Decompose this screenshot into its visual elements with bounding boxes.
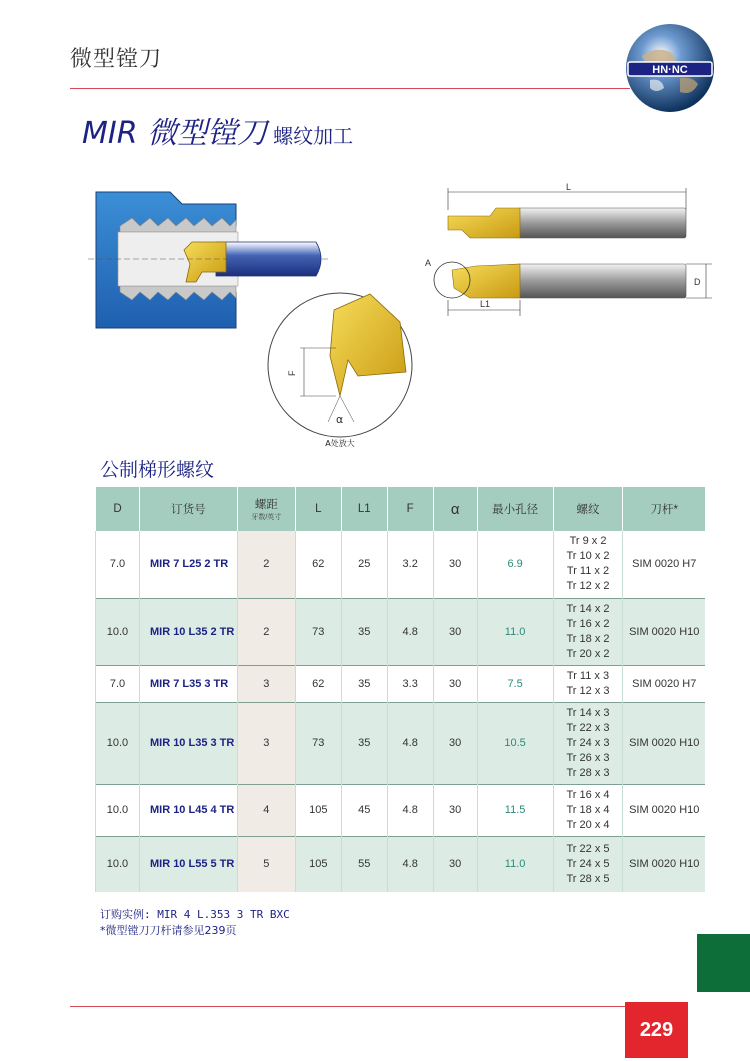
holder-reference-note: *微型镗刀刀杆请参见239页 — [100, 924, 237, 937]
col-header-pitch — [237, 487, 295, 531]
tool-drawings — [0, 180, 750, 460]
cell-f: 4.8 — [387, 598, 433, 665]
cell-l1: 35 — [341, 598, 387, 665]
cell-alpha: 30 — [433, 702, 477, 784]
col-header-l1: L1 — [341, 487, 387, 531]
cell-threads — [553, 598, 623, 665]
col-header-d: D — [96, 487, 140, 531]
section-title-main: MIR 微型镗刀 — [82, 116, 268, 151]
cell-l1: 35 — [341, 665, 387, 702]
cell-f: 4.8 — [387, 784, 433, 836]
label-d: D — [694, 277, 701, 287]
thread-size: Tr 28 x 3 — [566, 766, 610, 779]
cell-alpha: 30 — [433, 836, 477, 892]
cell-d: 10.0 — [96, 784, 140, 836]
cell-holder: SIM 0020 H10 — [623, 836, 705, 892]
cell-alpha: 30 — [433, 665, 477, 702]
cell-holder: SIM 0020 H10 — [623, 702, 705, 784]
thread-size: Tr 22 x 3 — [566, 721, 610, 734]
cell-holder: SIM 0020 H10 — [623, 598, 705, 665]
table-body — [96, 531, 706, 892]
thread-size: Tr 18 x 4 — [566, 803, 610, 816]
cell-f: 3.2 — [387, 531, 433, 598]
cell-l1: 45 — [341, 784, 387, 836]
cell-l: 73 — [295, 702, 341, 784]
cell-order: MIR 10 L45 4 TR — [139, 784, 237, 836]
thread-size: Tr 14 x 3 — [566, 706, 610, 719]
thread-size: Tr 20 x 4 — [566, 818, 610, 831]
cell-threads — [553, 836, 623, 892]
section-view — [88, 192, 330, 328]
cell-holder: SIM 0020 H10 — [623, 784, 705, 836]
logo-text: HN·NC — [652, 64, 688, 76]
col-header-thread: 螺纹 — [553, 487, 623, 531]
thread-size: Tr 28 x 5 — [566, 872, 610, 885]
cell-threads — [553, 665, 623, 702]
col-header-l: L — [295, 487, 341, 531]
cell-alpha: 30 — [433, 598, 477, 665]
cell-d: 10.0 — [96, 702, 140, 784]
thread-size: Tr 22 x 5 — [566, 842, 610, 855]
cell-l: 62 — [295, 531, 341, 598]
spec-table — [95, 487, 705, 892]
header-divider — [70, 88, 630, 89]
cell-l1: 35 — [341, 702, 387, 784]
tool-side-view-bottom — [425, 258, 712, 316]
thread-size: Tr 24 x 3 — [566, 736, 610, 749]
cell-alpha: 30 — [433, 531, 477, 598]
globe-logo-icon — [620, 18, 720, 118]
label-l1: L1 — [480, 299, 491, 309]
cell-f: 3.3 — [387, 665, 433, 702]
table-row — [96, 784, 706, 836]
table-row — [96, 531, 706, 598]
cell-order: MIR 10 L55 5 TR — [139, 836, 237, 892]
thread-size: Tr 24 x 5 — [566, 857, 610, 870]
page-number: 229 — [625, 1002, 688, 1058]
cell-l: 105 — [295, 784, 341, 836]
cell-l: 73 — [295, 598, 341, 665]
cell-pitch: 3 — [237, 665, 295, 702]
thread-size: Tr 26 x 3 — [566, 751, 610, 764]
table-row — [96, 665, 706, 702]
col-header-pitch-label: 螺距 — [254, 499, 278, 511]
thread-size: Tr 18 x 2 — [566, 632, 610, 645]
cell-order: MIR 7 L25 2 TR — [139, 531, 237, 598]
thread-size: Tr 14 x 2 — [566, 602, 610, 615]
tool-side-view-top — [448, 182, 686, 238]
cell-pitch: 4 — [237, 784, 295, 836]
cell-order: MIR 10 L35 3 TR — [139, 702, 237, 784]
label-l: L — [566, 182, 572, 192]
col-header-f: F — [387, 487, 433, 531]
table-row — [96, 702, 706, 784]
cell-alpha: 30 — [433, 784, 477, 836]
header-title: 微型镗刀 — [70, 47, 163, 72]
col-header-holder: 刀杆* — [623, 487, 705, 531]
col-header-min-hole: 最小孔径 — [477, 487, 553, 531]
cell-threads — [553, 531, 623, 598]
thread-size: Tr 11 x 2 — [566, 565, 610, 578]
cell-min-hole: 11.0 — [477, 598, 553, 665]
spec-table-container — [95, 487, 705, 892]
cell-min-hole: 6.9 — [477, 531, 553, 598]
cell-min-hole: 10.5 — [477, 702, 553, 784]
cell-pitch: 3 — [237, 702, 295, 784]
col-header-pitch-sub: 牙数/英寸 — [251, 514, 282, 521]
cell-holder: SIM 0020 H7 — [623, 665, 705, 702]
cell-l: 62 — [295, 665, 341, 702]
cell-pitch: 2 — [237, 598, 295, 665]
cell-d: 10.0 — [96, 836, 140, 892]
cell-pitch: 2 — [237, 531, 295, 598]
thread-size: Tr 16 x 4 — [566, 788, 610, 801]
cell-min-hole: 11.5 — [477, 784, 553, 836]
thread-size: Tr 12 x 3 — [566, 684, 610, 697]
cell-l1: 25 — [341, 531, 387, 598]
cell-f: 4.8 — [387, 836, 433, 892]
table-header-row — [96, 487, 706, 531]
thread-size: Tr 20 x 2 — [566, 647, 610, 660]
cell-l1: 55 — [341, 836, 387, 892]
thread-size: Tr 9 x 2 — [569, 535, 607, 548]
cell-min-hole: 11.0 — [477, 836, 553, 892]
cell-pitch: 5 — [237, 836, 295, 892]
detail-caption: A处放大 — [325, 439, 355, 448]
cell-d: 10.0 — [96, 598, 140, 665]
cell-l: 105 — [295, 836, 341, 892]
cell-order: MIR 7 L35 3 TR — [139, 665, 237, 702]
table-row — [96, 836, 706, 892]
label-f: F — [287, 370, 297, 376]
col-header-order: 订货号 — [139, 487, 237, 531]
thread-size: Tr 12 x 2 — [566, 580, 610, 593]
footer-divider — [70, 1006, 625, 1007]
cell-threads — [553, 702, 623, 784]
section-tab — [697, 934, 750, 992]
order-example-note: 订购实例: MIR 4 L.353 3 TR BXC — [100, 908, 290, 921]
thread-size: Tr 11 x 3 — [566, 669, 610, 682]
label-a: A — [425, 258, 432, 268]
detail-view — [268, 293, 412, 448]
thread-size: Tr 10 x 2 — [566, 550, 610, 563]
table-title: 公制梯形螺纹 — [100, 459, 215, 481]
label-alpha: α — [336, 413, 344, 426]
cell-order: MIR 10 L35 2 TR — [139, 598, 237, 665]
cell-d: 7.0 — [96, 665, 140, 702]
cell-min-hole: 7.5 — [477, 665, 553, 702]
cell-d: 7.0 — [96, 531, 140, 598]
section-title — [82, 108, 353, 152]
thread-size: Tr 16 x 2 — [566, 617, 610, 630]
cell-holder: SIM 0020 H7 — [623, 531, 705, 598]
cell-f: 4.8 — [387, 702, 433, 784]
table-row — [96, 598, 706, 665]
col-header-alpha: α — [433, 487, 477, 531]
section-title-sub: 螺纹加工 — [273, 124, 354, 148]
cell-threads — [553, 784, 623, 836]
